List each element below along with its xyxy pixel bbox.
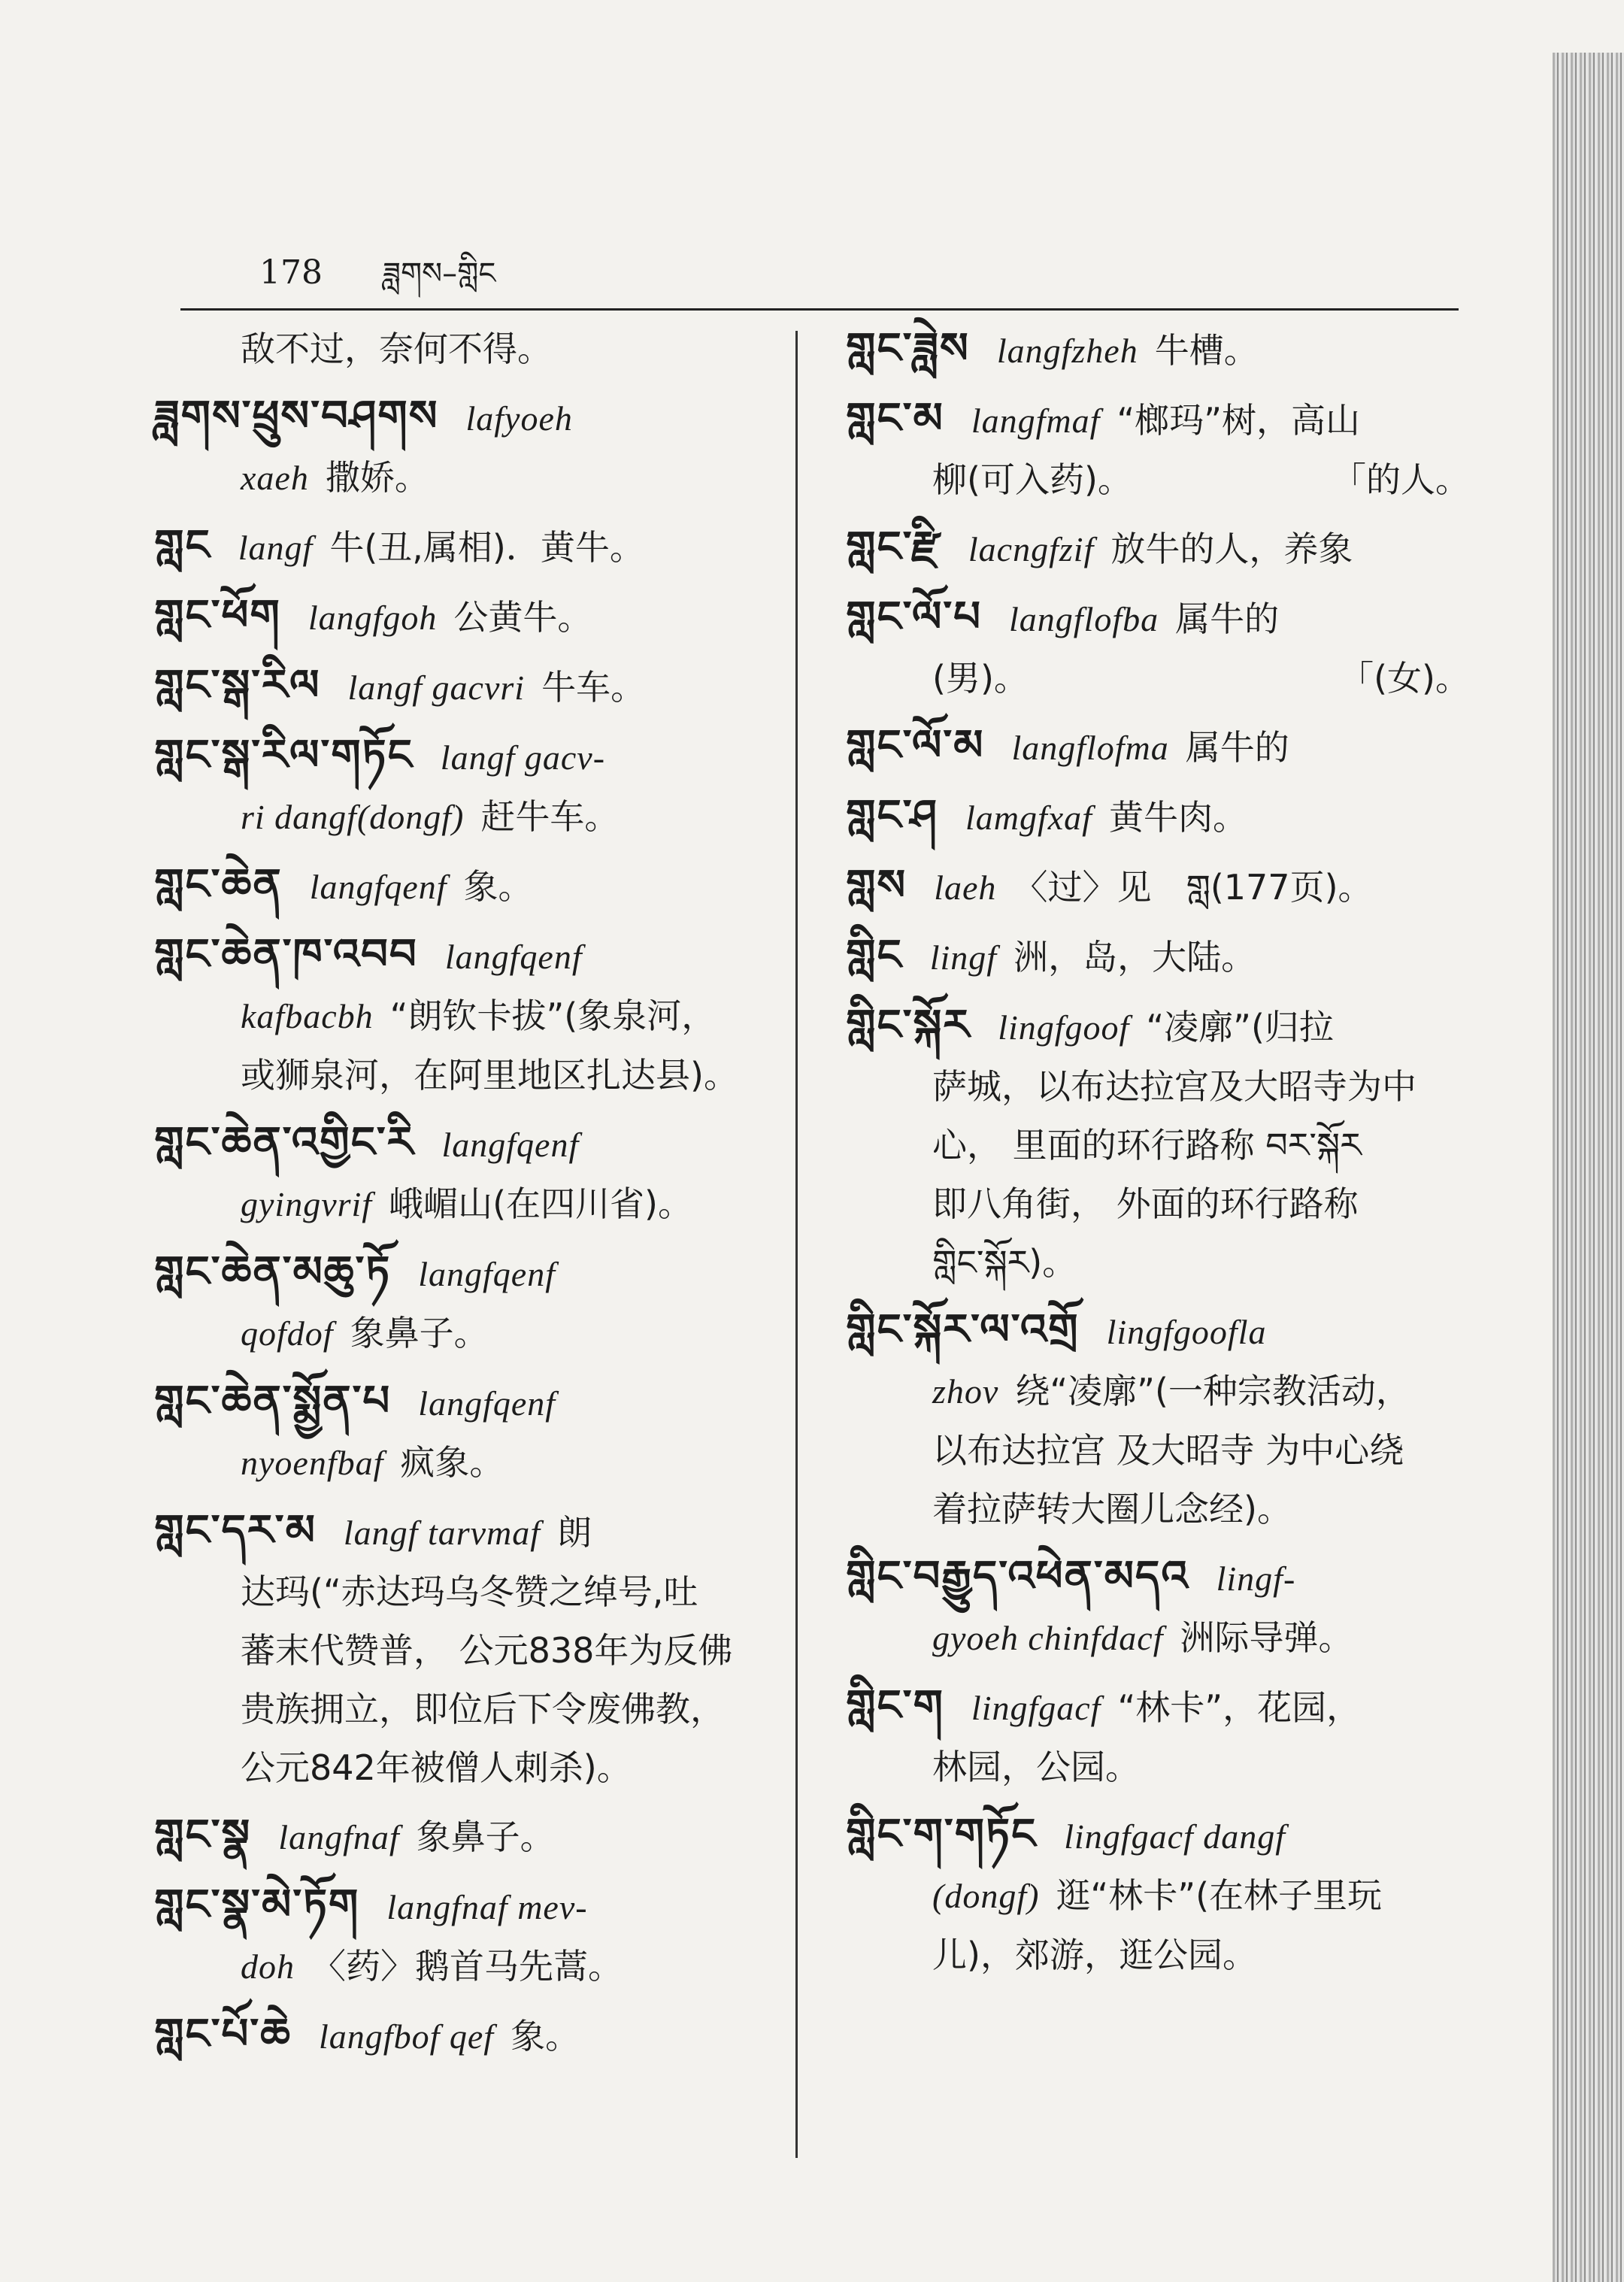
romanization: zhov [932,1372,999,1411]
chinese-gloss: 公元842年被僧人刺杀)。 [241,1747,632,1788]
romanization: lafyoeh [465,399,573,438]
romanization: kafbacbh [241,997,374,1035]
dictionary-entry [154,1806,786,1867]
chinese-gloss: 逛“林卡”(在林子里玩 [1056,1875,1383,1916]
dictionary-entry [154,1243,786,1363]
entry-line [154,1680,786,1738]
chinese-gloss: “凌廓”(归拉 [1146,1007,1334,1047]
romanization: langfqenf [444,938,583,976]
dictionary-entry [846,1805,1470,1984]
page-header [259,239,495,324]
dictionary-entry [154,1372,786,1493]
column-divider [795,331,798,2158]
romanization: xaeh [241,459,309,497]
chinese-gloss: 心， 里面的环行路称 བར་སྐོར [932,1125,1362,1165]
romanization: qofdof [241,1314,334,1353]
entry-line [154,1433,786,1493]
page-number: 178 [259,253,323,292]
guide-words: ཟླགས–གླིང [382,256,496,291]
dictionary-entry [846,389,1470,509]
entry-line [846,1866,1470,1926]
romanization: langfqenf [309,868,447,906]
entry-line [154,986,786,1046]
dictionary-entry [154,517,786,577]
entry-line [154,1876,786,1937]
header-rule [180,308,1459,311]
chinese-gloss: 赶牛车。 [480,796,620,837]
tibetan-headword: གླང་ཆེན་འགྱིང་རི [154,1118,415,1167]
entry-line [846,717,1470,777]
entry-line [154,926,786,986]
dictionary-entry [846,856,1470,917]
chinese-gloss: 象。 [511,2016,580,2056]
entry-line [846,1547,1470,1608]
chinese-gloss: 公黄牛。 [453,597,592,638]
chinese-gloss: (男)。 [932,658,1029,699]
chinese-gloss: 〈药〉鹅首马先蒿。 [311,1946,623,1987]
romanization: langfqenf [441,1126,580,1164]
tibetan-headword: གླང་སྣ [154,1811,252,1859]
tibetan-headword: གླས [846,861,907,910]
dictionary-entry [846,926,1470,987]
left-column [154,320,786,2066]
entry-line [846,1677,1470,1738]
romanization: doh [241,1947,295,1986]
tibetan-headword: གླང་ལོ་པ [846,592,983,641]
tibetan-headword: གླང་ཆེན་མཆུ་ཏོ [154,1247,392,1296]
dictionary-entry [846,996,1470,1292]
romanization: langfgoh [308,599,438,637]
tibetan-headword: གླིང་ག་གཏོང [846,1810,1038,1859]
tibetan-headword: གླང་ཕོག [154,591,281,640]
entry-line [154,1502,786,1562]
tibetan-headword: གླང་ཆེན་ཁ་འབབ [154,930,418,979]
entry-line [154,1372,786,1433]
entry-line [846,1362,1470,1421]
tibetan-headword: གླིང་ག [846,1681,944,1730]
dictionary-entry [846,320,1470,380]
dictionary-entry [846,588,1470,708]
chinese-gloss: “榔玛”树，高山 [1116,400,1361,441]
entry-line [846,1480,1470,1538]
entry-line [154,448,786,508]
entry-line [846,649,1470,708]
romanization: langf tarvmaf [343,1514,541,1552]
chinese-gloss: 象鼻子。 [416,1817,555,1857]
entry-line [154,517,786,577]
entry-line [846,1608,1470,1668]
tibetan-headword: གླང་ཆེན [154,860,283,909]
romanization: langfqenf [418,1255,556,1293]
entry-line [154,1304,786,1363]
chinese-gloss: 以布达拉宫 及大昭寺 为中心绕 [932,1430,1404,1471]
romanization: lingf- [1216,1559,1296,1598]
chinese-gloss: 放牛的人，养象 [1110,529,1353,569]
tibetan-headword: གླང་སྒ་རིལ་གཏོང [154,731,414,780]
romanization: lingfgoofla [1106,1313,1267,1351]
romanization: lingf [929,938,998,977]
entry-line [846,1805,1470,1866]
entry-line [154,1621,786,1680]
chinese-gloss: གླིང་སྐོར)。 [932,1242,1077,1283]
chinese-gloss: 萨城，以布达拉宫及大昭寺为中 [932,1066,1416,1107]
romanization: langfqenf [418,1384,556,1423]
chinese-gloss: 象鼻子。 [350,1313,489,1353]
tibetan-headword: གླང་པོ་ཆེ [154,2010,292,2059]
dictionary-entry [154,320,786,378]
chinese-gloss: 撒娇。 [325,457,429,498]
entry-line [154,1738,786,1797]
romanization: nyoenfbaf [241,1444,384,1482]
entry-line [154,387,786,448]
dictionary-entry [846,786,1470,847]
romanization: lingfgacf dangf [1064,1817,1286,1856]
chinese-gloss: 敌不过，奈何不得。 [241,329,552,369]
right-column [846,320,1470,1984]
romanization: langfmaf [971,402,1101,440]
chinese-gloss: 疯象。 [400,1442,504,1483]
romanization: lingfgoof [998,1008,1130,1047]
tibetan-headword: གླིང་སྐོར་ལ་འགྲོ [846,1305,1080,1354]
chinese-gloss: 贵族拥立，即位后下令废佛教， [241,1689,725,1729]
chinese-gloss: “林卡”，花园， [1117,1687,1362,1728]
tibetan-headword: གླིང་སྐོར [846,1001,971,1050]
chinese-gloss: 牛车。 [541,667,646,708]
romanization: lingfgacf [971,1689,1101,1727]
entry-line [154,2005,786,2066]
chinese-gloss: 着拉萨转大圈儿念经)。 [932,1489,1292,1529]
entry-line [154,787,786,847]
entry-line [154,726,786,787]
romanization: ri dangf(dongf) [241,798,465,836]
entry-line [846,1057,1470,1116]
romanization: langf gacvri [347,668,526,707]
romanization: gyingvrif [241,1185,373,1223]
dictionary-entry [154,387,786,508]
tibetan-headword: གླང [154,521,211,570]
entry-line [846,320,1470,380]
romanization: lacngfzif [968,530,1095,568]
tibetan-headword: གླང་སྣ་མེ་ཏོག [154,1880,360,1929]
entry-line [154,656,786,717]
entry-line [846,1233,1470,1292]
entry-line [846,856,1470,917]
chinese-gloss: 牛槽。 [1154,330,1259,371]
entry-line [154,1243,786,1304]
entry-line [846,389,1470,450]
dictionary-entry [154,1876,786,1996]
chinese-gloss: 洲，岛，大陆。 [1013,937,1256,977]
entry-line [154,1806,786,1867]
entry-line [846,1421,1470,1480]
dictionary-entry [154,856,786,917]
dictionary-entry [154,1114,786,1234]
tibetan-headword: གླང་ལོ་མ [846,721,985,770]
romanization: langflofba [1009,600,1159,638]
entry-line [846,518,1470,579]
romanization: langf gacv- [440,738,606,777]
romanization: (dongf) [932,1877,1040,1915]
romanization: langfnaf mev- [386,1888,588,1926]
chinese-gloss: 或狮泉河，在阿里地区扎达县)。 [241,1055,738,1096]
chinese-gloss: 属牛的 [1175,599,1280,639]
chinese-gloss: 峨嵋山(在四川省)。 [389,1183,692,1224]
romanization: langfnaf [278,1818,400,1856]
entry-line [846,1174,1470,1233]
chinese-gloss: 象。 [463,866,533,907]
entry-line [846,1116,1470,1174]
dictionary-entry [154,586,786,647]
dictionary-entry [154,1502,786,1797]
entry-line [846,926,1470,987]
tibetan-headword: གླང་མ [846,394,944,443]
tibetan-headword: གླང་དར་མ [154,1506,317,1555]
dictionary-entry [154,926,786,1105]
dictionary-entry [154,2005,786,2066]
dictionary-entry [846,717,1470,777]
entry-line [154,320,786,378]
entry-line [846,1738,1470,1796]
entry-line [846,588,1470,649]
chinese-gloss: 洲际导弹。 [1180,1617,1353,1658]
chinese-gloss: 〈过〉见 གླ(177页)。 [1013,867,1373,908]
entry-line [846,786,1470,847]
entry-line [154,1937,786,1996]
romanization: langfzheh [996,332,1138,370]
entry-line [846,1301,1470,1362]
entry-line [154,1174,786,1234]
tibetan-headword: ཟླགས་ཕྲུས་བཤགས [154,392,439,441]
entry-line [846,450,1470,509]
romanization: lamgfxaf [965,799,1092,837]
dictionary-entry [846,1547,1470,1668]
dictionary-entry [846,1301,1470,1538]
carryover-text: 「(女)。 [1339,658,1470,699]
tibetan-headword: གླང་སྒ་རིལ [154,661,321,710]
chinese-gloss: 达玛(“赤达玛乌冬赞之绰号,吐 [241,1571,698,1612]
chinese-gloss: 黄牛肉。 [1108,797,1247,838]
chinese-gloss: 属牛的 [1185,727,1289,768]
chinese-gloss: “朗钦卡拔”(象泉河， [389,996,717,1036]
entry-line [154,1046,786,1105]
entry-line [154,856,786,917]
tibetan-headword: གླང་རྫི [846,523,941,571]
tibetan-headword: གླིང་བརྒྱུད་འཕེན་མདའ [846,1552,1189,1601]
chinese-gloss: 林园，公园。 [932,1747,1140,1787]
entry-line [154,1114,786,1174]
entry-line [154,586,786,647]
chinese-gloss: 牛(丑,属相)．黄牛。 [329,527,644,568]
dictionary-entry [846,518,1470,579]
scan-edge [1553,53,1624,2282]
entry-line [846,1926,1470,1984]
romanization: langflofma [1011,729,1169,767]
dictionary-entry [846,1677,1470,1796]
chinese-gloss: 蕃末代赞普， 公元838年为反佛 [241,1630,733,1671]
carryover-text: 「的人。 [1332,459,1470,500]
dictionary-entry [154,656,786,717]
dictionary-entry [154,726,786,847]
romanization: gyoeh chinfdacf [932,1619,1164,1657]
tibetan-headword: གླང་ཤ [846,791,938,840]
entry-line [846,996,1470,1057]
tibetan-headword: གླིང [846,931,903,980]
chinese-gloss: 儿)，郊游，逛公园。 [932,1935,1257,1975]
chinese-gloss: 即八角街， 外面的环行路称 [932,1183,1359,1224]
chinese-gloss: 朗 [557,1512,592,1553]
entry-line [154,1562,786,1621]
romanization: laeh [934,868,997,907]
chinese-gloss: 柳(可入药)。 [932,459,1132,500]
tibetan-headword: གླང་ཆེན་སྨྱོན་པ [154,1377,392,1426]
tibetan-headword: གླང་ཟླེས [846,324,970,373]
romanization: langfbof qef [319,2017,495,2056]
chinese-gloss: 绕“凌廓”(一种宗教活动， [1015,1371,1410,1411]
romanization: langf [238,529,314,567]
